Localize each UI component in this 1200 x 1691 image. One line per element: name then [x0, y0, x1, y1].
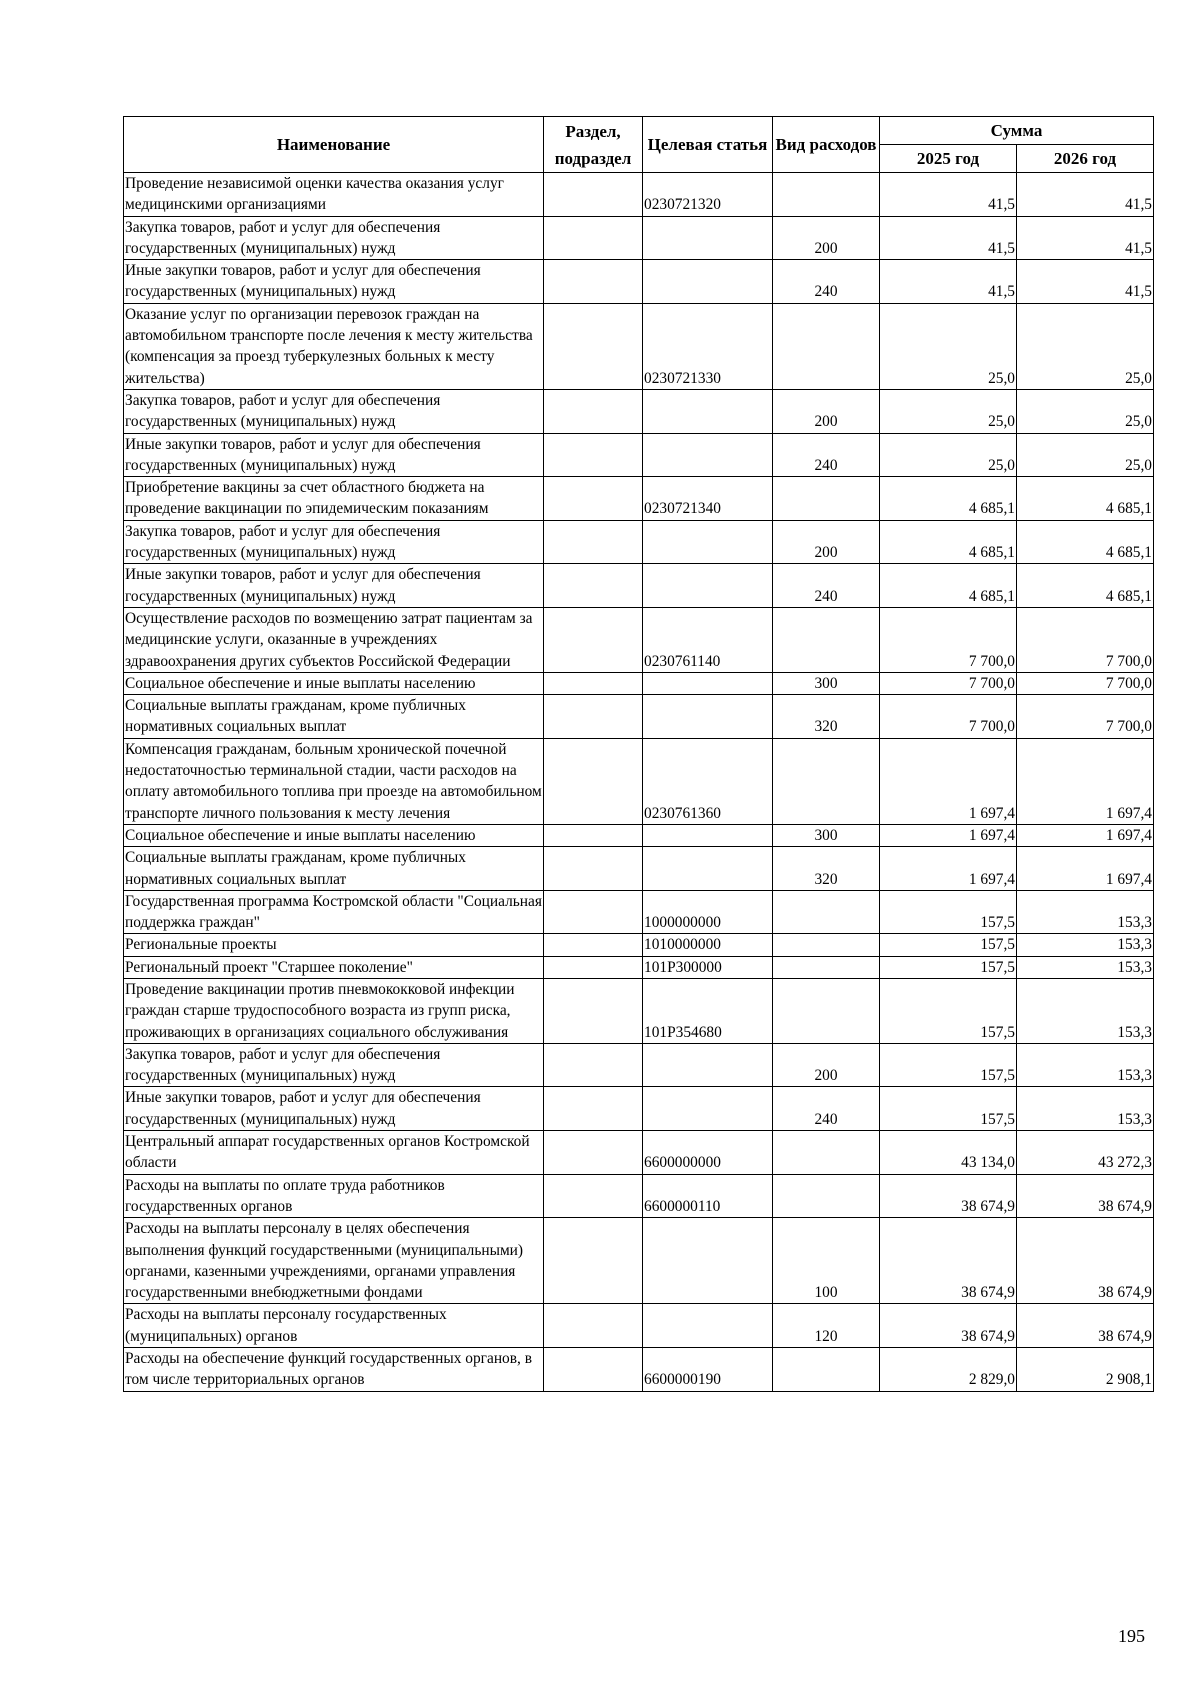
cell-code	[643, 564, 773, 608]
cell-2025: 157,5	[880, 1043, 1017, 1087]
cell-code	[643, 520, 773, 564]
cell-2025: 157,5	[880, 978, 1017, 1043]
cell-vid	[773, 173, 880, 217]
cell-code	[643, 216, 773, 260]
table-row	[124, 738, 1154, 824]
cell-vid: 240	[773, 433, 880, 477]
table-row	[124, 890, 1154, 934]
cell-code: 1010000000	[643, 934, 773, 956]
cell-2026: 25,0	[1017, 389, 1154, 433]
cell-name: Компенсация гражданам, больным хронической почечной недостаточностью терминальной стадии, части расходов на оплату автомобильного топлива при проезде на автомобильном транспорте личного пользования к месту лечения	[124, 738, 544, 824]
cell-razdel	[544, 520, 643, 564]
cell-vid: 120	[773, 1304, 880, 1348]
cell-vid	[773, 738, 880, 824]
cell-name: Социальные выплаты гражданам, кроме публичных нормативных социальных выплат	[124, 695, 544, 739]
cell-name: Социальные выплаты гражданам, кроме публичных нормативных социальных выплат	[124, 847, 544, 891]
cell-name: Расходы на выплаты персоналу государственных (муниципальных) органов	[124, 1304, 544, 1348]
cell-2025: 38 674,9	[880, 1304, 1017, 1348]
cell-name: Социальное обеспечение и иные выплаты населению	[124, 672, 544, 694]
table-row	[124, 520, 1154, 564]
cell-code	[643, 260, 773, 304]
cell-vid: 200	[773, 520, 880, 564]
cell-2025: 157,5	[880, 956, 1017, 978]
table-row	[124, 934, 1154, 956]
cell-vid	[773, 978, 880, 1043]
cell-2026: 153,3	[1017, 956, 1154, 978]
cell-2025: 38 674,9	[880, 1174, 1017, 1218]
cell-2025: 4 685,1	[880, 477, 1017, 521]
cell-code	[643, 847, 773, 891]
cell-2025: 25,0	[880, 389, 1017, 433]
cell-razdel	[544, 389, 643, 433]
cell-razdel	[544, 695, 643, 739]
cell-2025: 4 685,1	[880, 520, 1017, 564]
cell-2026: 2 908,1	[1017, 1348, 1154, 1392]
cell-vid	[773, 477, 880, 521]
cell-razdel	[544, 1348, 643, 1392]
table-row	[124, 564, 1154, 608]
cell-razdel	[544, 433, 643, 477]
cell-2025: 1 697,4	[880, 738, 1017, 824]
header-vid: Вид расходов	[773, 117, 880, 173]
cell-2026: 153,3	[1017, 978, 1154, 1043]
header-tselevaya: Целевая статья	[643, 117, 773, 173]
cell-2026: 25,0	[1017, 303, 1154, 389]
cell-2025: 25,0	[880, 303, 1017, 389]
cell-code	[643, 1043, 773, 1087]
cell-name: Региональные проекты	[124, 934, 544, 956]
cell-2025: 41,5	[880, 173, 1017, 217]
cell-razdel	[544, 173, 643, 217]
cell-code: 0230721320	[643, 173, 773, 217]
cell-name: Проведение независимой оценки качества оказания услуг медицинскими организациями	[124, 173, 544, 217]
cell-vid	[773, 1348, 880, 1392]
table-body	[124, 173, 1154, 1392]
cell-name: Социальное обеспечение и иные выплаты населению	[124, 824, 544, 846]
cell-code: 0230761360	[643, 738, 773, 824]
cell-razdel	[544, 477, 643, 521]
table-row	[124, 1348, 1154, 1392]
cell-razdel	[544, 1043, 643, 1087]
cell-name: Региональный проект "Старшее поколение"	[124, 956, 544, 978]
cell-2026: 153,3	[1017, 1043, 1154, 1087]
table-row	[124, 260, 1154, 304]
cell-2025: 41,5	[880, 216, 1017, 260]
budget-table	[123, 116, 1154, 1392]
cell-code	[643, 672, 773, 694]
cell-razdel	[544, 824, 643, 846]
cell-razdel	[544, 956, 643, 978]
cell-name: Оказание услуг по организации перевозок граждан на автомобильном транспорте после лечения к месту жительства (компенсация за проезд туберкулезных больных к месту жительства)	[124, 303, 544, 389]
cell-2026: 153,3	[1017, 890, 1154, 934]
cell-name: Закупка товаров, работ и услуг для обеспечения государственных (муниципальных) нужд	[124, 1043, 544, 1087]
cell-2026: 4 685,1	[1017, 564, 1154, 608]
table-row	[124, 695, 1154, 739]
cell-name: Закупка товаров, работ и услуг для обеспечения государственных (муниципальных) нужд	[124, 389, 544, 433]
cell-name: Центральный аппарат государственных органов Костромской области	[124, 1131, 544, 1175]
cell-2026: 1 697,4	[1017, 847, 1154, 891]
cell-razdel	[544, 216, 643, 260]
cell-razdel	[544, 847, 643, 891]
cell-2025: 7 700,0	[880, 672, 1017, 694]
header-2026: 2026 год	[1017, 145, 1154, 173]
cell-vid: 200	[773, 389, 880, 433]
cell-razdel	[544, 672, 643, 694]
cell-2026: 153,3	[1017, 934, 1154, 956]
header-razdel: Раздел, подраздел	[544, 117, 643, 173]
cell-code: 0230761140	[643, 607, 773, 672]
cell-2025: 7 700,0	[880, 695, 1017, 739]
cell-code: 6600000190	[643, 1348, 773, 1392]
cell-vid	[773, 956, 880, 978]
cell-2025: 25,0	[880, 433, 1017, 477]
table-row	[124, 824, 1154, 846]
table-row	[124, 1174, 1154, 1218]
cell-2025: 157,5	[880, 1087, 1017, 1131]
cell-code: 1000000000	[643, 890, 773, 934]
cell-vid	[773, 890, 880, 934]
table-row	[124, 173, 1154, 217]
cell-name: Иные закупки товаров, работ и услуг для обеспечения государственных (муниципальных) нужд	[124, 564, 544, 608]
table-row	[124, 433, 1154, 477]
cell-razdel	[544, 978, 643, 1043]
cell-name: Государственная программа Костромской области "Социальная поддержка граждан"	[124, 890, 544, 934]
cell-code	[643, 389, 773, 433]
header-2025: 2025 год	[880, 145, 1017, 173]
cell-razdel	[544, 564, 643, 608]
cell-vid: 200	[773, 1043, 880, 1087]
cell-2026: 4 685,1	[1017, 520, 1154, 564]
cell-2025: 1 697,4	[880, 824, 1017, 846]
cell-vid	[773, 1131, 880, 1175]
cell-2026: 153,3	[1017, 1087, 1154, 1131]
page-number: 195	[1118, 1626, 1145, 1646]
cell-2026: 41,5	[1017, 173, 1154, 217]
cell-code	[643, 824, 773, 846]
cell-vid	[773, 303, 880, 389]
header-row-1	[124, 117, 1154, 145]
cell-vid: 240	[773, 260, 880, 304]
cell-2026: 25,0	[1017, 433, 1154, 477]
cell-razdel	[544, 1087, 643, 1131]
cell-code: 101Р300000	[643, 956, 773, 978]
table-row	[124, 1087, 1154, 1131]
cell-code: 6600000110	[643, 1174, 773, 1218]
cell-2026: 38 674,9	[1017, 1218, 1154, 1304]
cell-vid: 200	[773, 216, 880, 260]
cell-razdel	[544, 303, 643, 389]
table-row	[124, 956, 1154, 978]
cell-2026: 1 697,4	[1017, 738, 1154, 824]
cell-razdel	[544, 1131, 643, 1175]
cell-code	[643, 1218, 773, 1304]
cell-2026: 38 674,9	[1017, 1174, 1154, 1218]
cell-name: Иные закупки товаров, работ и услуг для обеспечения государственных (муниципальных) нужд	[124, 433, 544, 477]
cell-vid: 320	[773, 847, 880, 891]
cell-vid: 300	[773, 672, 880, 694]
cell-vid	[773, 934, 880, 956]
cell-razdel	[544, 260, 643, 304]
cell-vid: 240	[773, 564, 880, 608]
cell-code: 101Р354680	[643, 978, 773, 1043]
table-row	[124, 1218, 1154, 1304]
cell-2026: 43 272,3	[1017, 1131, 1154, 1175]
table-row	[124, 216, 1154, 260]
table-row	[124, 303, 1154, 389]
cell-code	[643, 433, 773, 477]
cell-vid	[773, 1174, 880, 1218]
cell-2026: 38 674,9	[1017, 1304, 1154, 1348]
cell-code: 0230721330	[643, 303, 773, 389]
cell-razdel	[544, 1218, 643, 1304]
cell-razdel	[544, 607, 643, 672]
cell-2025: 4 685,1	[880, 564, 1017, 608]
header-summa: Сумма	[880, 117, 1154, 145]
cell-2025: 38 674,9	[880, 1218, 1017, 1304]
table-row	[124, 847, 1154, 891]
cell-code: 6600000000	[643, 1131, 773, 1175]
cell-name: Иные закупки товаров, работ и услуг для обеспечения государственных (муниципальных) нужд	[124, 1087, 544, 1131]
cell-razdel	[544, 1304, 643, 1348]
header-name: Наименование	[124, 117, 544, 173]
cell-code	[643, 1304, 773, 1348]
cell-name: Закупка товаров, работ и услуг для обеспечения государственных (муниципальных) нужд	[124, 520, 544, 564]
cell-name: Расходы на выплаты по оплате труда работников государственных органов	[124, 1174, 544, 1218]
table-row	[124, 978, 1154, 1043]
cell-code	[643, 1087, 773, 1131]
cell-code	[643, 695, 773, 739]
cell-vid: 320	[773, 695, 880, 739]
cell-2026: 41,5	[1017, 260, 1154, 304]
cell-2025: 7 700,0	[880, 607, 1017, 672]
table-row	[124, 672, 1154, 694]
cell-2026: 7 700,0	[1017, 695, 1154, 739]
table-row	[124, 1043, 1154, 1087]
cell-2026: 7 700,0	[1017, 672, 1154, 694]
cell-name: Иные закупки товаров, работ и услуг для обеспечения государственных (муниципальных) нужд	[124, 260, 544, 304]
cell-name: Расходы на выплаты персоналу в целях обеспечения выполнения функций государственными (муниципальными) органами, казенными учреждениями, органами управления государственными внебюджетными фондами	[124, 1218, 544, 1304]
cell-2026: 7 700,0	[1017, 607, 1154, 672]
table-row	[124, 1304, 1154, 1348]
cell-2025: 43 134,0	[880, 1131, 1017, 1175]
cell-2025: 2 829,0	[880, 1348, 1017, 1392]
cell-vid: 300	[773, 824, 880, 846]
table-row	[124, 607, 1154, 672]
cell-vid	[773, 607, 880, 672]
cell-2026: 1 697,4	[1017, 824, 1154, 846]
cell-2025: 157,5	[880, 890, 1017, 934]
table-row	[124, 1131, 1154, 1175]
cell-2025: 1 697,4	[880, 847, 1017, 891]
cell-vid: 100	[773, 1218, 880, 1304]
cell-2025: 41,5	[880, 260, 1017, 304]
cell-code: 0230721340	[643, 477, 773, 521]
cell-name: Закупка товаров, работ и услуг для обеспечения государственных (муниципальных) нужд	[124, 216, 544, 260]
cell-2025: 157,5	[880, 934, 1017, 956]
cell-razdel	[544, 890, 643, 934]
cell-name: Проведение вакцинации против пневмококковой инфекции граждан старше трудоспособного возраста из групп риска, проживающих в организациях социального обслуживания	[124, 978, 544, 1043]
cell-razdel	[544, 738, 643, 824]
cell-name: Расходы на обеспечение функций государственных органов, в том числе территориальных органов	[124, 1348, 544, 1392]
table-row	[124, 389, 1154, 433]
cell-name: Приобретение вакцины за счет областного бюджета на проведение вакцинации по эпидемическим показаниям	[124, 477, 544, 521]
cell-name: Осуществление расходов по возмещению затрат пациентам за медицинские услуги, оказанные в учреждениях здравоохранения других субъектов Российской Федерации	[124, 607, 544, 672]
cell-2026: 41,5	[1017, 216, 1154, 260]
table-row	[124, 477, 1154, 521]
cell-vid: 240	[773, 1087, 880, 1131]
cell-razdel	[544, 934, 643, 956]
cell-2026: 4 685,1	[1017, 477, 1154, 521]
cell-razdel	[544, 1174, 643, 1218]
